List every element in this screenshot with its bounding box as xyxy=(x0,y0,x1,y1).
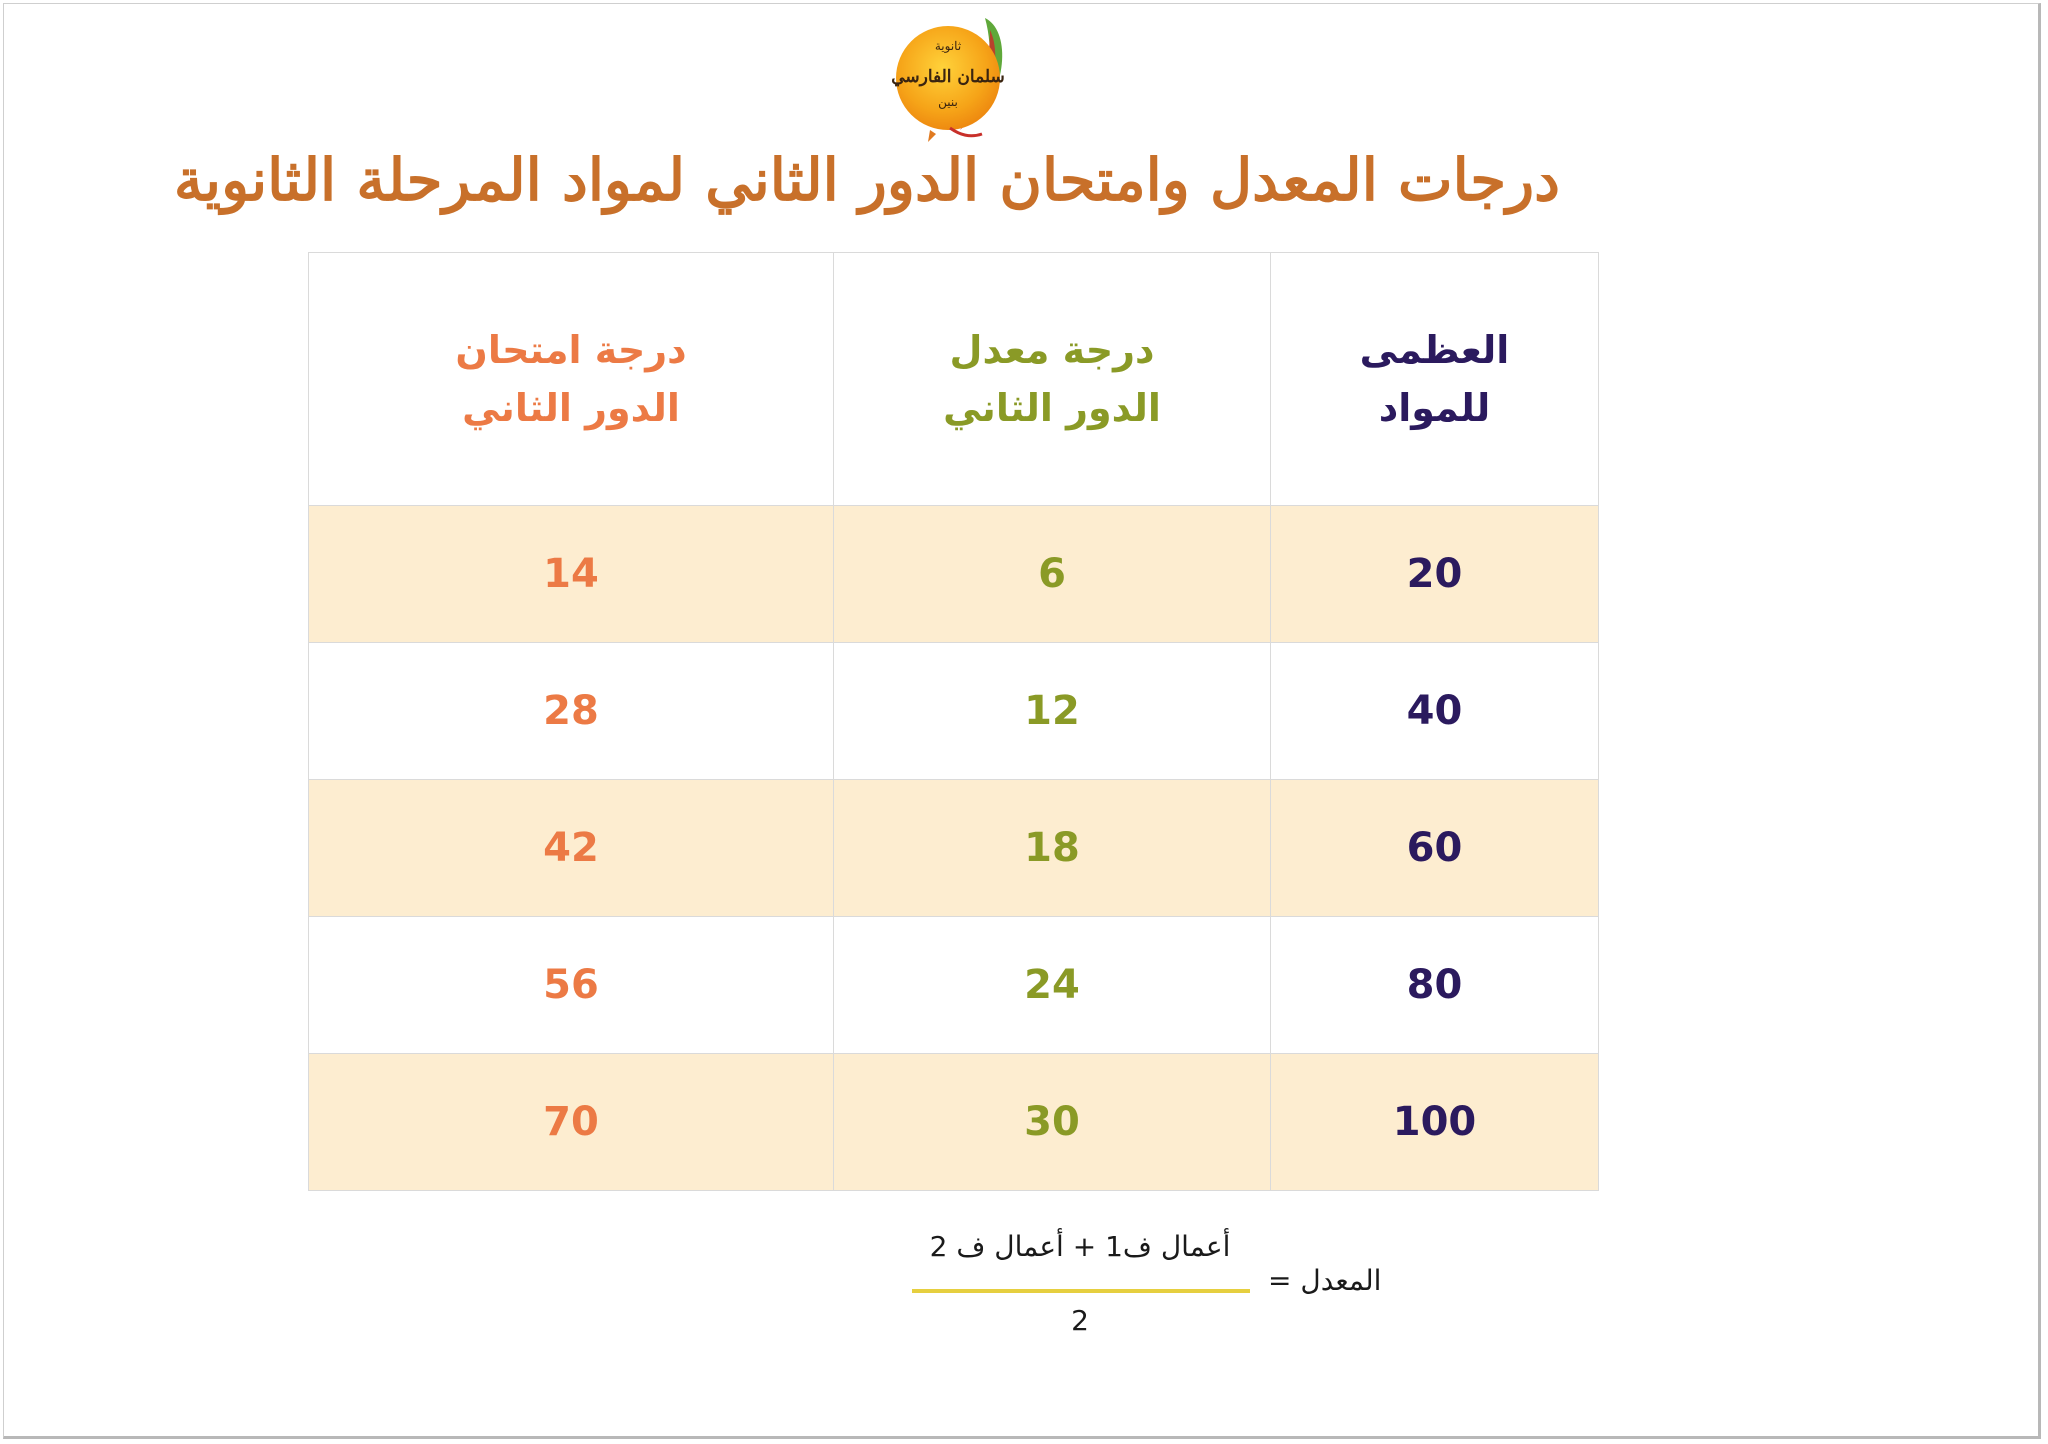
cell-max: 60 xyxy=(1271,780,1599,917)
cell-exam: 28 xyxy=(309,643,834,780)
header-max-line-2: للمواد xyxy=(1378,386,1491,430)
cell-max: 40 xyxy=(1271,643,1599,780)
header-average-line-1: درجة معدل xyxy=(949,328,1155,372)
cell-average: 30 xyxy=(834,1054,1271,1191)
formula-denominator: 2 xyxy=(1071,1304,1089,1337)
grades-table xyxy=(308,252,1599,1191)
cell-average: 6 xyxy=(834,506,1271,643)
cell-exam: 14 xyxy=(309,506,834,643)
header-max-line-1: العظمى xyxy=(1359,328,1510,372)
header-exam xyxy=(309,253,834,506)
cell-max: 100 xyxy=(1271,1054,1599,1191)
cell-exam: 42 xyxy=(309,780,834,917)
header-average-line-2: الدور الثاني xyxy=(943,386,1161,430)
school-logo xyxy=(890,10,1020,145)
cell-max: 80 xyxy=(1271,917,1599,1054)
logo-text-1: ثانوية xyxy=(934,39,962,53)
page-title: درجات المعدل وامتحان الدور الثاني لمواد المرحلة الثانوية xyxy=(173,146,1560,214)
header-exam-line-2: الدور الثاني xyxy=(462,386,680,430)
logo-text-3: بنين xyxy=(938,95,958,109)
header-exam-line-1: درجة امتحان xyxy=(455,328,687,372)
average-formula xyxy=(900,1230,1380,1350)
logo-text-2: سلمان الفارسي xyxy=(891,67,1005,87)
table-row xyxy=(309,917,1599,1054)
cell-exam: 70 xyxy=(309,1054,834,1191)
header-max-marks xyxy=(1271,253,1599,506)
cell-average: 12 xyxy=(834,643,1271,780)
cell-exam: 56 xyxy=(309,917,834,1054)
table-row xyxy=(309,643,1599,780)
cell-max: 20 xyxy=(1271,506,1599,643)
table-header-row xyxy=(309,253,1599,506)
table-row xyxy=(309,506,1599,643)
formula-lhs: المعدل = xyxy=(1268,1264,1382,1297)
fraction-bar xyxy=(912,1289,1250,1293)
table-row xyxy=(309,1054,1599,1191)
formula-numerator: أعمال ف1 + أعمال ف 2 xyxy=(929,1230,1231,1263)
cell-average: 18 xyxy=(834,780,1271,917)
cell-average: 24 xyxy=(834,917,1271,1054)
table-row xyxy=(309,780,1599,917)
header-average xyxy=(834,253,1271,506)
